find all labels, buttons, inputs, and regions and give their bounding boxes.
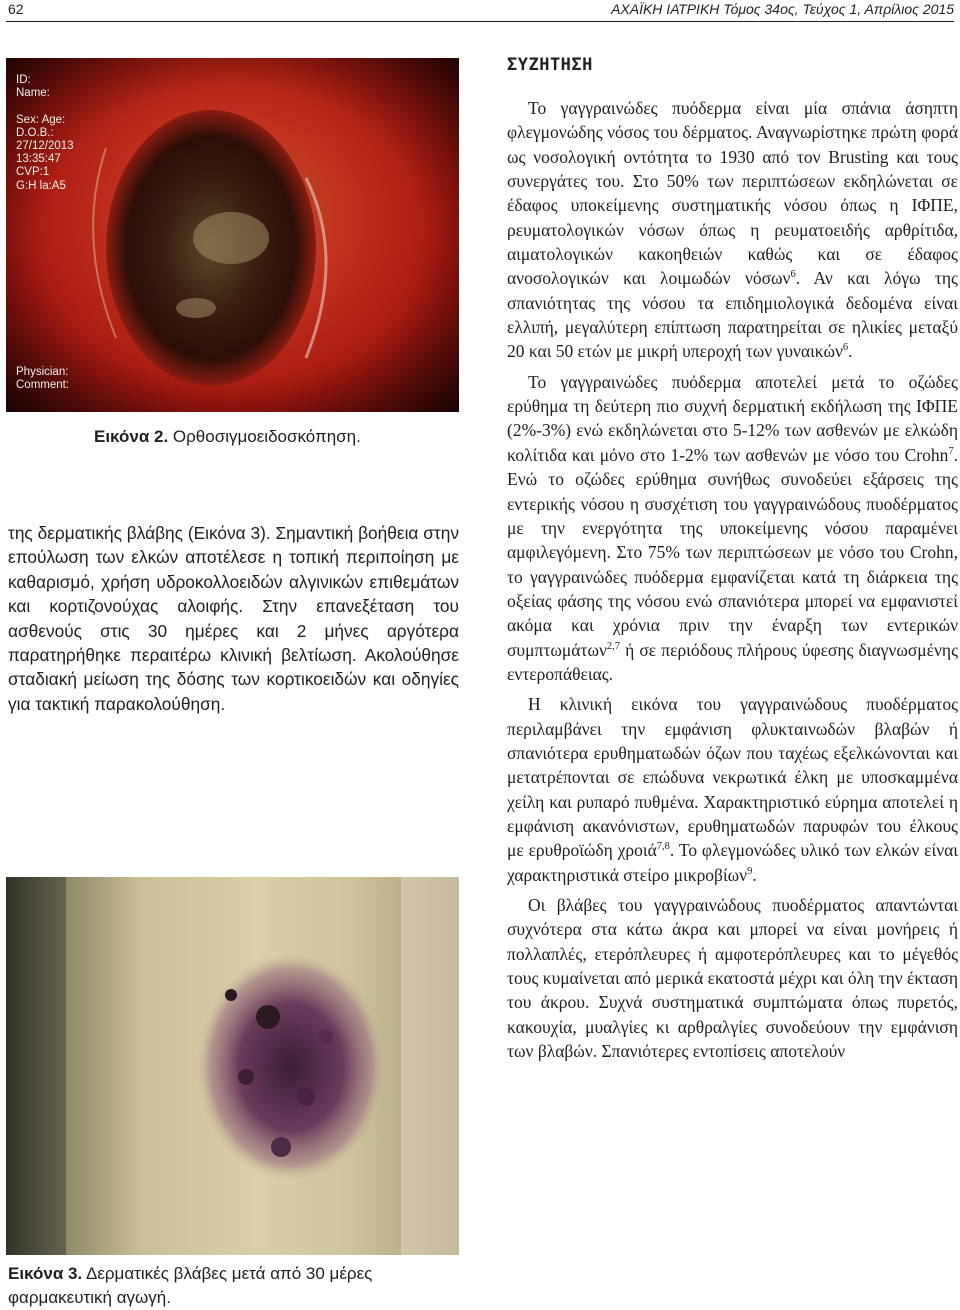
- p3-end: .: [752, 864, 757, 885]
- page-number: 62: [8, 1, 24, 17]
- skin-lesion-illustration: [6, 877, 459, 1255]
- page-header: [0, 0, 960, 20]
- figure-2-caption: [94, 427, 361, 447]
- p2-reference-2: 2,7: [606, 640, 621, 652]
- p2-reference: 7: [948, 445, 954, 457]
- endoscopy-metadata-overlay: ID: Name: Sex: Age: D.O.B.: 27/12/2013 13:35:47 CVP:1 G:H la:A5: [16, 74, 74, 192]
- figure-3-caption-label: Εικόνα 3.: [8, 1264, 83, 1283]
- discussion-paragraph-1: [507, 96, 958, 364]
- p1-text-b: . Αν και λόγω της σπανιότητας της νόσου τα επιδημιολογικά δεδομένα είναι ελλιπή, μεγαλύτερη επίπτωση παρατηρείται σε ηλικίες μεταξύ 20 και 50 ετών με μικρή υπεροχή των γυναικών: [507, 268, 958, 362]
- p4-text: Οι βλάβες του γαγγραινώδους πυοδέρματος απαντώνται συχνότερα στα κάτω άκρα και μπορεί να είναι μονήρεις ή πολλαπλές, ετερόπλευρες ή αμφοτερόπλευρες και το μέγεθός τους κυμαίνεται από μερικά εκατοστά μέχρι και όλη την έκταση του άκρου. Συχνά συστηματικά συμπτώματα όπως πυρετός, κακουχία, μυαλγίες κι αρθραλγίες συνοδεύουν την εμφάνιση των βλαβών. Σπανιότερες εντοπίσεις αποτελούν: [507, 895, 958, 1062]
- discussion-body: [507, 96, 958, 1069]
- p1-end: .: [848, 341, 853, 362]
- figure-2-caption-text: Ορθοσιγμοειδοσκόπηση.: [168, 427, 361, 446]
- p3-reference: 7,8: [656, 841, 670, 853]
- left-column-paragraph: της δερματικής βλάβης (Εικόνα 3). Σημαντική βοήθεια στην επούλωση των ελκών αποτέλεσε η τοπική περιποίηση με καθαρισμό, χρήση υδροκολλοειδών αλγινικών επιθεμάτων και κορτιζονούχας αλοιφής. Στην επανεξέταση του ασθενούς στις 30 ημέρες και 2 μήνες αργότερα παρατηρήθηκε περαιτέρω κλινική βελτίωση. Ακολούθησε σταδιακή μείωση της δόσης των κορτικοειδών και οδηγίες για τακτική παρακολούθηση.: [8, 523, 459, 714]
- p3-reference-2: 9: [747, 865, 753, 877]
- discussion-paragraph-4: [507, 893, 958, 1063]
- endoscopy-physician-overlay: Physician: Comment:: [16, 366, 70, 392]
- p1-reference-2: 6: [842, 342, 849, 354]
- discussion-paragraph-3: [507, 692, 958, 887]
- p2-text-b: . Ενώ το οζώδες ερύθημα συνήθως συνοδεύει εξάρσεις της εντερικής νόσου η συσχέτιση του γαγγραινώδους πυοδέρματος με την ενεργότητα της υποκείμενης νόσου παραμένει αμφιλεγόμενη. Στο 75% των περιπτώσεων με νόσο του Crohn, το γαγγραινώδες πυόδερμα εμφανίζεται κατά τη διάρκεια της οξείας φάσης της νόσου ενώ σπανιότερα μπορεί να εμφανιστεί ακόμα και χρόνια πριν την έναρξη των εντερικών συμπτωμάτων: [507, 444, 958, 660]
- p3-text-b: . Το φλεγμονώδες υλικό των ελκών είναι χαρακτηριστικά στείρο μικροβίων: [507, 840, 958, 885]
- figure-2-caption-label: Εικόνα 2.: [94, 427, 169, 446]
- p1-reference: 6: [790, 269, 796, 281]
- figure-3-caption: [8, 1262, 458, 1310]
- p2-end: ή σε περιόδους πλήρους ύφεσης διαγνωσμένης εντεροπάθειας.: [507, 639, 958, 684]
- discussion-paragraph-2: [507, 370, 958, 686]
- p1-text: Το γαγγραινώδες πυόδερμα είναι μία σπάνια άσηπτη φλεγμονώδης νόσος του δέρματος. Αναγνωρίστηκε πρώτη φορά ως νοσολογική οντότητα το 1930 από τον Brusting και τους συνεργάτες του. Στο 50% των περιπτώσεων εκδηλώνεται σε έδαφος υποκείμενης συστηματικής νόσου όπως η ΙΦΠΕ, ρευματολογικών νόσων όπως η ρευματοειδής αρθρίτιδα, αιματολογικών κακοηθειών καθώς και σε έδαφος ανοσολογικών και λοιμωδών νόσων: [507, 98, 958, 289]
- figure-3-caption-text: Δερματικές βλάβες μετά από 30 μέρες φαρμακευτική αγωγή.: [8, 1264, 373, 1307]
- discussion-heading: ΣΥΖΗΤΗΣΗ: [507, 55, 593, 75]
- p3-text: Η κλινική εικόνα του γαγγραινώδους πυοδέρματος περιλαμβάνει την εμφάνιση φλυκταινωδών βλαβών ή σπανιότερα ερυθηματωδών όζων που ταχέως εξελκώνονται και μετατρέπονται σε επώδυνα νεκρωτικά έλκη με υποσκαμμένα χείλη και ρυπαρό πυθμένα. Χαρακτηριστικό εύρημα αποτελεί η εμφάνιση ακανόνιστων, ερυθηματωδών παρυφών του έλκους με ερυθροϊώδη χροιά: [507, 694, 958, 861]
- p2-text: Το γαγγραινώδες πυόδερμα αποτελεί μετά το οζώδες ερύθημα τη δεύτερη πιο συχνή δερματική εκδήλωση της ΙΦΠΕ (2%-3%) ενώ εκδηλώνεται στο 5-12% των ασθενών με ελκώδη κολίτιδα και μόνο στο 1-2% των ασθενών με νόσο του Crohn: [507, 371, 958, 465]
- figure-2-sigmoidoscopy-image: [6, 58, 459, 412]
- figure-3-skin-lesion-image: [6, 877, 459, 1255]
- journal-running-head: ΑΧΑΪΚΗ ΙΑΤΡΙΚΗ Τόμος 34ος, Τεύχος 1, Απρίλιος 2015: [611, 1, 954, 17]
- header-rule: [6, 21, 954, 22]
